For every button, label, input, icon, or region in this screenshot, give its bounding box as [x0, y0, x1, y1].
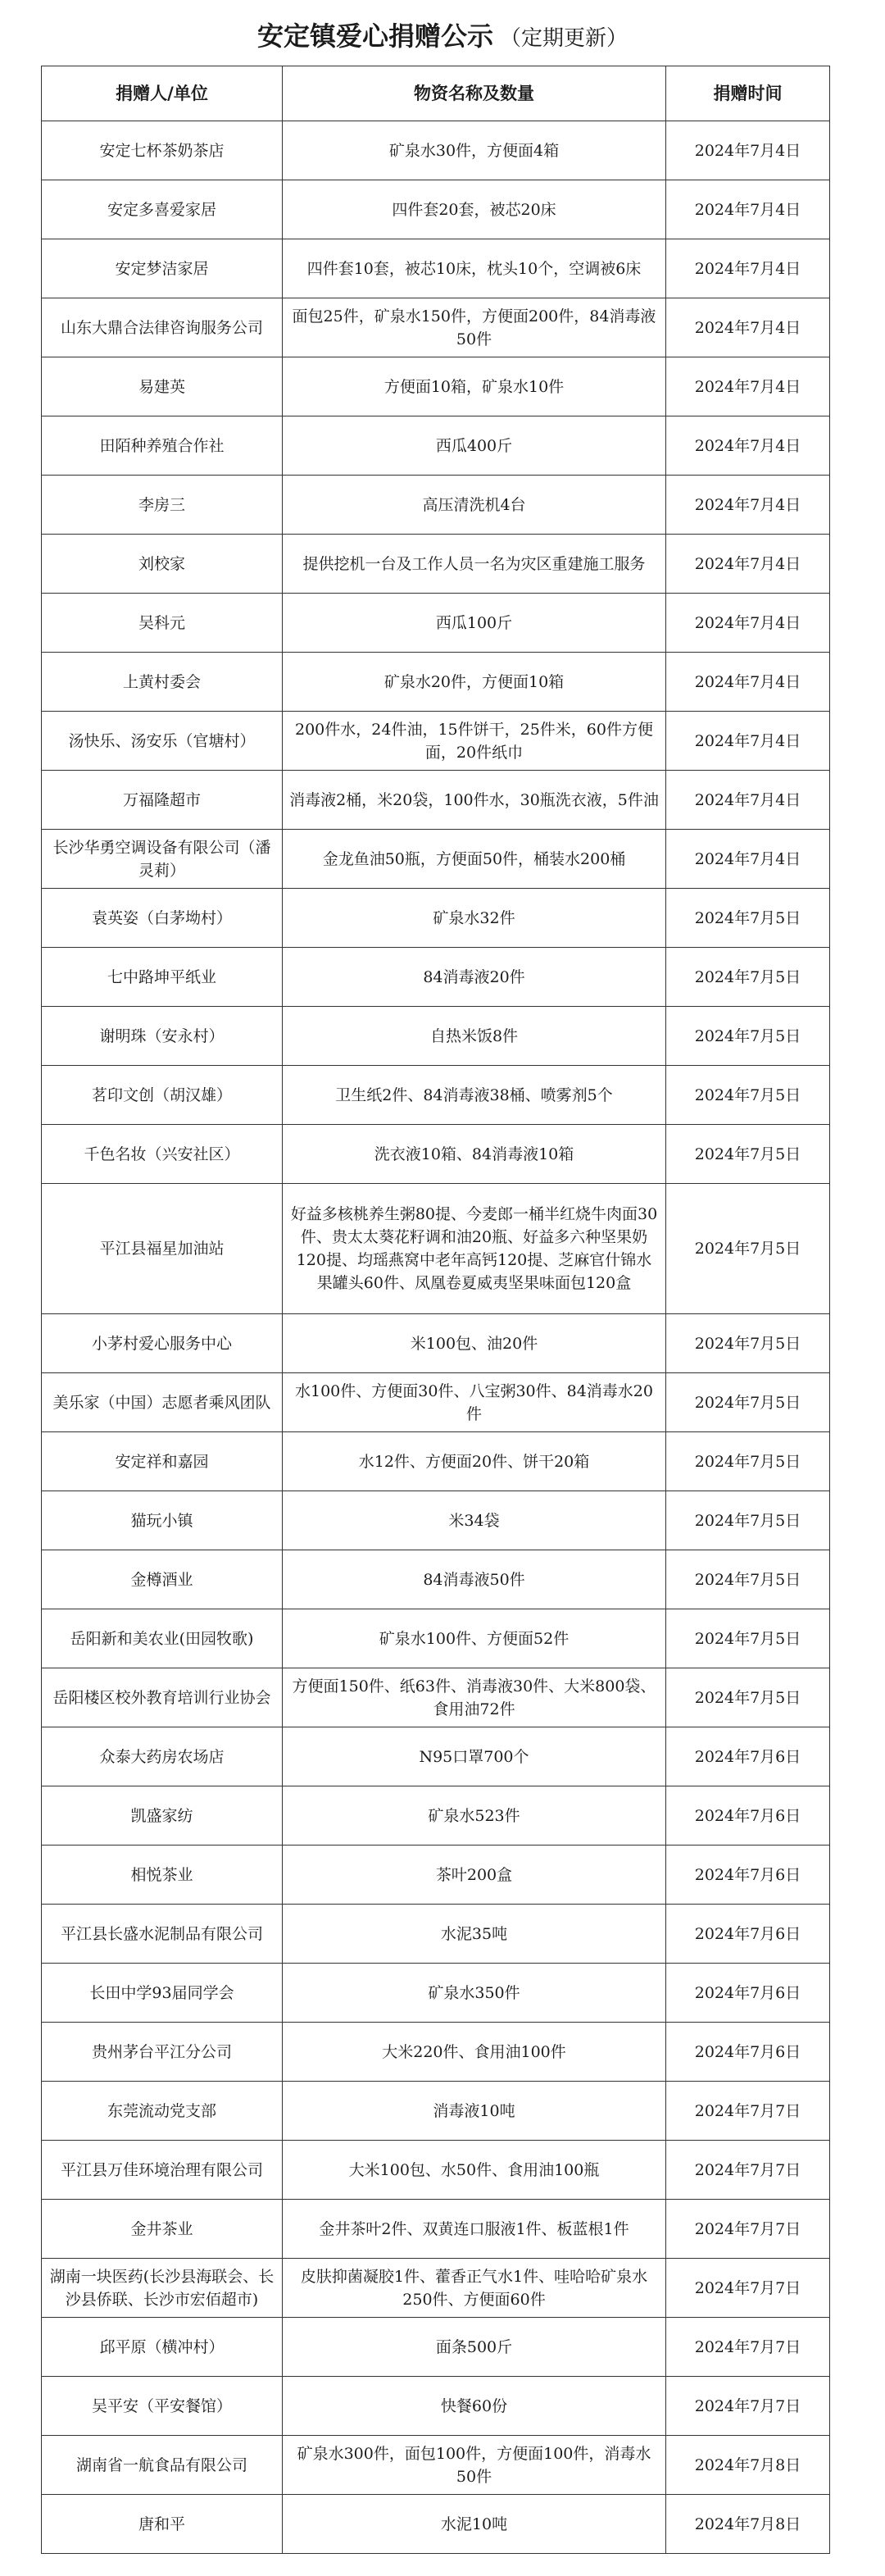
- cell-items: 皮肤抑菌凝胶1件、藿香正气水1件、哇哈哈矿泉水250件、方便面60件: [283, 2259, 666, 2318]
- table-row: [42, 712, 830, 771]
- table-row: [42, 2082, 830, 2141]
- cell-items: N95口罩700个: [283, 1727, 666, 1786]
- cell-donor: 袁英姿（白茅坳村）: [42, 889, 283, 948]
- table-row: [42, 1905, 830, 1964]
- table-row: [42, 594, 830, 653]
- table-row: [42, 830, 830, 889]
- header-items: 物资名称及数量: [283, 66, 666, 121]
- cell-items: 矿泉水30件，方便面4箱: [283, 121, 666, 180]
- cell-items: 消毒液10吨: [283, 2082, 666, 2141]
- table-row: [42, 476, 830, 535]
- cell-donor: 湖南一块医药(长沙县海联会、长沙县侨联、长沙市宏佰超市): [42, 2259, 283, 2318]
- table-row: [42, 1432, 830, 1491]
- cell-donor: 田陌种养殖合作社: [42, 416, 283, 476]
- cell-items: 西瓜400斤: [283, 416, 666, 476]
- table-row: [42, 2495, 830, 2554]
- cell-items: 矿泉水350件: [283, 1964, 666, 2023]
- cell-date: 2024年7月6日: [666, 1905, 830, 1964]
- table-row: [42, 653, 830, 712]
- cell-donor: 凯盛家纺: [42, 1786, 283, 1846]
- cell-items: 四件套20套，被芯20床: [283, 180, 666, 239]
- cell-items: 矿泉水523件: [283, 1786, 666, 1846]
- cell-date: 2024年7月4日: [666, 121, 830, 180]
- cell-items: 方便面10箱，矿泉水10件: [283, 357, 666, 416]
- cell-items: 自热米饭8件: [283, 1007, 666, 1066]
- cell-date: 2024年7月6日: [666, 2023, 830, 2082]
- cell-items: 矿泉水300件，面包100件，方便面100件，消毒水50件: [283, 2436, 666, 2495]
- table-row: [42, 2318, 830, 2377]
- cell-date: 2024年7月5日: [666, 1491, 830, 1550]
- table-row: [42, 121, 830, 180]
- cell-donor: 唐和平: [42, 2495, 283, 2554]
- cell-items: 洗衣液10箱、84消毒液10箱: [283, 1125, 666, 1184]
- cell-donor: 金樽酒业: [42, 1550, 283, 1609]
- cell-items: 矿泉水32件: [283, 889, 666, 948]
- cell-items: 好益多核桃养生粥80提、今麦郎一桶半红烧牛肉面30件、贵太太葵花籽调和油20瓶、好益多六种坚果奶120提、均瑶燕窝中老年高钙120提、芝麻官什锦水果罐头60件、凤凰卷夏威夷坚果味面包120盒: [283, 1184, 666, 1314]
- table-row: [42, 2377, 830, 2436]
- cell-date: 2024年7月6日: [666, 1846, 830, 1905]
- cell-items: 84消毒液50件: [283, 1550, 666, 1609]
- table-row: [42, 535, 830, 594]
- cell-donor: 安定梦洁家居: [42, 239, 283, 298]
- cell-date: 2024年7月7日: [666, 2377, 830, 2436]
- cell-items: 消毒液2桶，米20袋，100件水，30瓶洗衣液，5件油: [283, 771, 666, 830]
- cell-date: 2024年7月5日: [666, 1609, 830, 1668]
- cell-items: 大米100包、水50件、食用油100瓶: [283, 2141, 666, 2200]
- table-row: [42, 1964, 830, 2023]
- table-row: [42, 357, 830, 416]
- cell-donor: 山东大鼎合法律咨询服务公司: [42, 298, 283, 357]
- cell-date: 2024年7月4日: [666, 476, 830, 535]
- cell-items: 四件套10套，被芯10床，枕头10个，空调被6床: [283, 239, 666, 298]
- cell-items: 水泥35吨: [283, 1905, 666, 1964]
- cell-date: 2024年7月7日: [666, 2200, 830, 2259]
- title-text: 安定镇爱心捐赠公示: [256, 20, 493, 52]
- cell-date: 2024年7月4日: [666, 771, 830, 830]
- cell-donor: 万福隆超市: [42, 771, 283, 830]
- cell-items: 矿泉水20件，方便面10箱: [283, 653, 666, 712]
- table-header-row: [42, 66, 830, 121]
- cell-date: 2024年7月5日: [666, 1066, 830, 1125]
- table-row: [42, 1668, 830, 1727]
- header-donor: 捐赠人/单位: [42, 66, 283, 121]
- cell-items: 200件水，24件油，15件饼干，25件米，60件方便面，20件纸巾: [283, 712, 666, 771]
- cell-donor: 猫玩小镇: [42, 1491, 283, 1550]
- table-row: [42, 1786, 830, 1846]
- cell-date: 2024年7月7日: [666, 2259, 830, 2318]
- cell-date: 2024年7月4日: [666, 180, 830, 239]
- cell-items: 水12件、方便面20件、饼干20箱: [283, 1432, 666, 1491]
- cell-donor: 金井茶业: [42, 2200, 283, 2259]
- cell-donor: 邱平原（横冲村）: [42, 2318, 283, 2377]
- table-row: [42, 2023, 830, 2082]
- cell-date: 2024年7月4日: [666, 298, 830, 357]
- table-body: [42, 121, 830, 2554]
- cell-donor: 长田中学93届同学会: [42, 1964, 283, 2023]
- table-row: [42, 1609, 830, 1668]
- cell-items: 矿泉水100件、方便面52件: [283, 1609, 666, 1668]
- cell-donor: 谢明珠（安永村）: [42, 1007, 283, 1066]
- cell-donor: 千色名妆（兴安社区）: [42, 1125, 283, 1184]
- table-row: [42, 1314, 830, 1373]
- cell-date: 2024年7月4日: [666, 416, 830, 476]
- table-row: [42, 1066, 830, 1125]
- cell-items: 快餐60份: [283, 2377, 666, 2436]
- cell-items: 卫生纸2件、84消毒液38桶、喷雾剂5个: [283, 1066, 666, 1125]
- table-row: [42, 1184, 830, 1314]
- table-row: [42, 889, 830, 948]
- cell-donor: 易建英: [42, 357, 283, 416]
- cell-date: 2024年7月5日: [666, 1550, 830, 1609]
- cell-donor: 平江县长盛水泥制品有限公司: [42, 1905, 283, 1964]
- cell-date: 2024年7月5日: [666, 1314, 830, 1373]
- table-row: [42, 2436, 830, 2495]
- cell-items: 方便面150件、纸63件、消毒液30件、大米800袋、食用油72件: [283, 1668, 666, 1727]
- cell-date: 2024年7月4日: [666, 653, 830, 712]
- cell-date: 2024年7月5日: [666, 889, 830, 948]
- cell-donor: 岳阳楼区校外教育培训行业协会: [42, 1668, 283, 1727]
- cell-date: 2024年7月5日: [666, 1125, 830, 1184]
- cell-date: 2024年7月7日: [666, 2318, 830, 2377]
- cell-donor: 贵州茅台平江分公司: [42, 2023, 283, 2082]
- cell-items: 提供挖机一台及工作人员一名为灾区重建施工服务: [283, 535, 666, 594]
- cell-donor: 茗印文创（胡汉雄）: [42, 1066, 283, 1125]
- cell-items: 84消毒液20件: [283, 948, 666, 1007]
- cell-date: 2024年7月4日: [666, 712, 830, 771]
- cell-donor: 东莞流动党支部: [42, 2082, 283, 2141]
- cell-date: 2024年7月6日: [666, 1727, 830, 1786]
- table-row: [42, 1125, 830, 1184]
- table-row: [42, 1727, 830, 1786]
- cell-donor: 李房三: [42, 476, 283, 535]
- cell-date: 2024年7月5日: [666, 948, 830, 1007]
- table-row: [42, 1550, 830, 1609]
- cell-date: 2024年7月7日: [666, 2082, 830, 2141]
- cell-items: 金井茶叶2件、双黄连口服液1件、板蓝根1件: [283, 2200, 666, 2259]
- cell-items: 米34袋: [283, 1491, 666, 1550]
- cell-donor: 长沙华勇空调设备有限公司（潘灵莉）: [42, 830, 283, 889]
- cell-date: 2024年7月4日: [666, 830, 830, 889]
- cell-date: 2024年7月4日: [666, 535, 830, 594]
- cell-donor: 平江县福星加油站: [42, 1184, 283, 1314]
- cell-donor: 相悦茶业: [42, 1846, 283, 1905]
- table-row: [42, 948, 830, 1007]
- table-row: [42, 2141, 830, 2200]
- table-row: [42, 1491, 830, 1550]
- title-subtitle: （定期更新）: [500, 26, 629, 51]
- cell-items: 水泥10吨: [283, 2495, 666, 2554]
- cell-date: 2024年7月8日: [666, 2436, 830, 2495]
- cell-donor: 湖南省一航食品有限公司: [42, 2436, 283, 2495]
- table-row: [42, 180, 830, 239]
- cell-items: 茶叶200盒: [283, 1846, 666, 1905]
- page-title: [0, 11, 885, 63]
- cell-items: 西瓜100斤: [283, 594, 666, 653]
- cell-items: 水100件、方便面30件、八宝粥30件、84消毒水20件: [283, 1373, 666, 1432]
- cell-items: 大米220件、食用油100件: [283, 2023, 666, 2082]
- cell-donor: 安定多喜爱家居: [42, 180, 283, 239]
- cell-date: 2024年7月6日: [666, 1964, 830, 2023]
- cell-donor: 众泰大药房农场店: [42, 1727, 283, 1786]
- cell-date: 2024年7月5日: [666, 1373, 830, 1432]
- cell-date: 2024年7月5日: [666, 1007, 830, 1066]
- header-date: 捐赠时间: [666, 66, 830, 121]
- cell-donor: 安定祥和嘉园: [42, 1432, 283, 1491]
- cell-date: 2024年7月4日: [666, 239, 830, 298]
- cell-donor: 安定七杯茶奶茶店: [42, 121, 283, 180]
- table-row: [42, 298, 830, 357]
- table-row: [42, 771, 830, 830]
- cell-donor: 汤快乐、汤安乐（官塘村）: [42, 712, 283, 771]
- donation-table: [41, 66, 830, 2554]
- table-row: [42, 1373, 830, 1432]
- cell-donor: 吴平安（平安餐馆）: [42, 2377, 283, 2436]
- cell-items: 金龙鱼油50瓶，方便面50件，桶装水200桶: [283, 830, 666, 889]
- cell-items: 米100包、油20件: [283, 1314, 666, 1373]
- table-row: [42, 1846, 830, 1905]
- cell-date: 2024年7月6日: [666, 1786, 830, 1846]
- cell-date: 2024年7月7日: [666, 2141, 830, 2200]
- table-row: [42, 2200, 830, 2259]
- cell-donor: 美乐家（中国）志愿者乘风团队: [42, 1373, 283, 1432]
- table-row: [42, 2259, 830, 2318]
- cell-donor: 刘校家: [42, 535, 283, 594]
- cell-items: 面包25件，矿泉水150件，方便面200件，84消毒液50件: [283, 298, 666, 357]
- cell-date: 2024年7月5日: [666, 1432, 830, 1491]
- cell-date: 2024年7月5日: [666, 1668, 830, 1727]
- cell-date: 2024年7月4日: [666, 594, 830, 653]
- table-row: [42, 1007, 830, 1066]
- table-row: [42, 239, 830, 298]
- cell-donor: 上黄村委会: [42, 653, 283, 712]
- table-row: [42, 416, 830, 476]
- cell-date: 2024年7月8日: [666, 2495, 830, 2554]
- cell-donor: 吴科元: [42, 594, 283, 653]
- cell-donor: 小茅村爱心服务中心: [42, 1314, 283, 1373]
- cell-date: 2024年7月4日: [666, 357, 830, 416]
- cell-date: 2024年7月5日: [666, 1184, 830, 1314]
- cell-items: 高压清洗机4台: [283, 476, 666, 535]
- cell-items: 面条500斤: [283, 2318, 666, 2377]
- cell-donor: 平江县万佳环境治理有限公司: [42, 2141, 283, 2200]
- cell-donor: 岳阳新和美农业(田园牧歌): [42, 1609, 283, 1668]
- cell-donor: 七中路坤平纸业: [42, 948, 283, 1007]
